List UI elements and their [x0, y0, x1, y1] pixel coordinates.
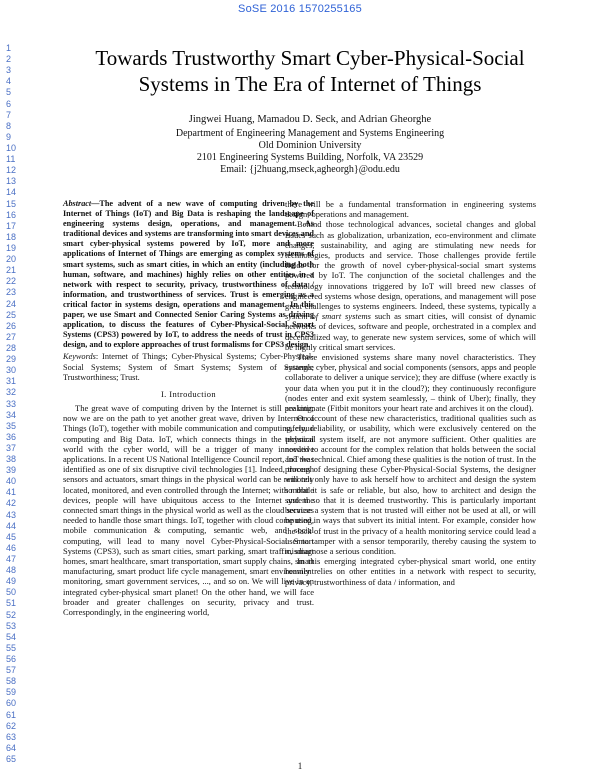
affiliation-address: 2101 Engineering Systems Building, Norfolk, VA 23529	[196, 152, 424, 163]
author-block	[40, 114, 580, 176]
keywords-label: Keywords	[63, 352, 96, 362]
intro-paragraph-1: The great wave of computing driven by the Internet is still peaking; now we are on the path to yet another great wave, driven by Internet of Things (IoT), together with mobile communication and computing, cloud computing and Big Data. IoT, which connects things in the physical world with the cyber world, will be a trigger of many innovative applications. In a recent US National Intelligence Council report, IoT was identified as one of six disruptive civil technologies [1]. Indeed, through sensors and actuators, smart things in the physical world can be remotely located, monitored, and even controlled through the Internet; with mobile devices, people will have ubiquitous access to the Internet and the connected smart things in the physical world as well as the cloud services needed to handle those smart things. IoT, together with cloud computing, mobile communication & computing, semantic web, and social computing, will lead to many novel Cyber-Physical-Social Smart Systems (CPS3), such as smart cities, smart parking, smart traffic, smart homes, smart healthcare, smart transportation, smart supply chains, smart manufacturing, smart product life cycle management, smart environment monitoring, smart government services, ..., and so on. We will live in an integrated cyber-physical smart planet! On the other hand, we will face broader and greater challenges on security, privacy and trust. Correspondingly, in the engineering world,	[63, 402, 314, 617]
line-number: 61	[6, 709, 17, 720]
paper-title	[40, 45, 580, 97]
line-number: 38	[6, 454, 17, 465]
line-number: 44	[6, 520, 17, 531]
line-number: 33	[6, 398, 17, 409]
line-number: 20	[6, 254, 17, 265]
author-names: Jingwei Huang, Mamadou D. Seck, and Adrian Gheorghe	[188, 114, 432, 125]
intro-paragraph-4: On account of these new characteristics, traditional qualities such as safety, reliability, or usability, which were exclusively centered on the technical system itself, are not anymore sufficient. Other qualities are needed to account for the complex relation that holds between the social and the technical. Chief among these qualities is the notion of trust. In the process of designing these Cyber-Physical-Social Systems, the designer will not only have to ask herself how to architect and design the system so that it is safe or reliable, but also, how to architect and design the system so that it is deemed trustworthy. This is particularly important because a system that is not trusted will either not be used at all, or will be used in ways that subvert its initial intent. For example, consider how the lack of trust in the privacy of a health monitoring service could lead a user to tamper with a sensor temporarily, thereby causing the system to misdiagnose a serious condition.	[285, 413, 536, 556]
line-number: 31	[6, 376, 17, 387]
intro-paragraph-2	[285, 219, 536, 352]
line-number: 50	[6, 587, 17, 598]
title-line-2: Systems in The Era of Internet of Things	[138, 72, 482, 96]
line-number: 19	[6, 242, 17, 253]
line-number: 2	[6, 54, 12, 65]
line-number: 60	[6, 698, 17, 709]
intro-paragraph-continued: there will be a fundamental transformation in engineering systems design, operations and management.	[285, 199, 536, 220]
line-number: 28	[6, 342, 17, 353]
line-number: 48	[6, 565, 17, 576]
affiliation-department: Department of Engineering Management and Systems Engineering	[175, 128, 445, 139]
line-number: 37	[6, 442, 17, 453]
line-number: 34	[6, 409, 17, 420]
line-number: 8	[6, 120, 12, 131]
line-number: 32	[6, 387, 17, 398]
line-number: 47	[6, 554, 17, 565]
line-number: 29	[6, 354, 17, 365]
line-number: 64	[6, 742, 17, 753]
conference-watermark: SoSE 2016 1570255165	[238, 3, 362, 15]
section-heading-introduction: I. Introduction	[160, 388, 217, 399]
title-line-1: Towards Trustworthy Smart Cyber-Physical-Social	[95, 46, 525, 70]
line-number: 5	[6, 87, 12, 98]
line-number: 3	[6, 65, 12, 76]
author-email: Email: {j2huang,mseck,agheorgh}@odu.edu	[220, 164, 400, 175]
line-number: 56	[6, 654, 17, 665]
line-number: 42	[6, 498, 17, 509]
line-number: 54	[6, 631, 17, 642]
line-number: 6	[6, 98, 12, 109]
line-number: 13	[6, 176, 17, 187]
line-number: 4	[6, 76, 12, 87]
affiliation-university: Old Dominion University	[258, 140, 362, 151]
line-number: 41	[6, 487, 17, 498]
line-number: 18	[6, 231, 17, 242]
line-number: 36	[6, 431, 17, 442]
intro-paragraph-5: In this emerging integrated cyber-physical smart world, one entity heavily relies on other entities in a network with respect to security, privacy, trustworthiness of data / information, and	[285, 556, 536, 587]
intro-paragraph-3: These envisioned systems share many novel characteristics. They entangle cyber, physical and social components (sensors, apps and people collaborate to deliver a unique service); they are diffuse (where exactly is your data when you put it in the cloud?); they continuously reconfigure (nodes enter and exit system seamlessly, – think of Uber); finally, they are intimate (Fitbit monitors your heart rate and archives it on the cloud).	[285, 352, 536, 414]
line-number: 35	[6, 420, 17, 431]
line-number: 22	[6, 276, 17, 287]
line-number: 14	[6, 187, 17, 198]
line-number: 52	[6, 609, 17, 620]
line-number: 55	[6, 642, 17, 653]
right-column	[285, 199, 536, 587]
line-number: 63	[6, 731, 17, 742]
line-number: 16	[6, 209, 17, 220]
abstract-label: Abstract	[63, 199, 92, 208]
line-number: 21	[6, 265, 17, 276]
line-number: 12	[6, 165, 17, 176]
line-number: 39	[6, 465, 17, 476]
line-number: 11	[6, 154, 16, 165]
line-number: 10	[6, 142, 17, 153]
keywords	[63, 352, 314, 382]
line-number: 17	[6, 220, 17, 231]
line-number: 15	[6, 198, 17, 209]
line-number: 49	[6, 576, 17, 587]
p2-text-before: Behind those technological advances, societal changes and global issues such as globalization, urbanization, eco-environment and climate changes, sustainability, and aging are stimulating new needs for technologies, products and service. Those challenges provide fertile fields for the growth of novel cyber-physical-social smart systems powered by IoT. The conjunction of the societal challenges and the technology innovations triggered by IoT will breed new classes of engineered systems whose design, operations, and management will pose great challenges to systems engineers. Indeed, these systems, typically a	[285, 219, 536, 312]
p2-emphasis: system of smart systems	[285, 311, 371, 322]
abstract	[63, 199, 314, 350]
line-number: 51	[6, 598, 17, 609]
line-number: 53	[6, 620, 17, 631]
line-number-gutter	[6, 43, 28, 765]
line-number: 57	[6, 665, 17, 676]
line-number: 45	[6, 531, 17, 542]
line-number: 7	[6, 109, 12, 120]
left-column	[63, 199, 314, 617]
abstract-text: —The advent of a new wave of computing driven by the Internet of Things (IoT) and Big Data is reshaping the landscape of engineering systems design, operations, and management. As traditional devices and systems are transforming into smart devices and smart cyber-physical systems powered by IoT, more and more applications of Internet of Things are emerging as complex systems of smart systems, such as smart cities, in which an entity (including both human, software, and machines) highly relies on other entities in a network with respect to security, privacy, trustworthiness of data / information, and trustworthiness of services. Trust is emerging as a critical factor in systems design, operations and management. In this paper, we use Smart and Connected Senior Caring Systems as driving application, to discuss the features of Cyber-Physical-Social Smart Systems (CPS3) powered by IoT, to address the needs of trust in CPS3 design, and to explore approaches of trust formalisms for CPS3 design.	[63, 199, 314, 350]
keywords-text: : Internet of Things; Cyber-Physical Systems; Cyber-Physical-Social Systems; System of Smart Systems; System of Systems; Trustworthiness; Trust.	[63, 352, 314, 382]
line-number: 9	[6, 131, 12, 142]
line-number: 30	[6, 365, 17, 376]
line-number: 24	[6, 298, 17, 309]
line-number: 46	[6, 542, 17, 553]
line-number: 25	[6, 309, 17, 320]
line-number: 62	[6, 720, 17, 731]
line-number: 40	[6, 476, 17, 487]
line-number: 58	[6, 676, 17, 687]
line-number: 43	[6, 509, 17, 520]
page-number: 1	[297, 761, 303, 771]
line-number: 23	[6, 287, 17, 298]
line-number: 65	[6, 754, 17, 764]
line-number: 1	[6, 43, 12, 53]
line-number: 26	[6, 320, 17, 331]
p2-text-after: such as smart cities, will consist of dynamic networks of devices, software and people, orchestrated in a complex and decentralized way, to generate new system services, some of which will be highly critical smart services.	[285, 311, 536, 352]
line-number: 27	[6, 331, 17, 342]
line-number: 59	[6, 687, 17, 698]
